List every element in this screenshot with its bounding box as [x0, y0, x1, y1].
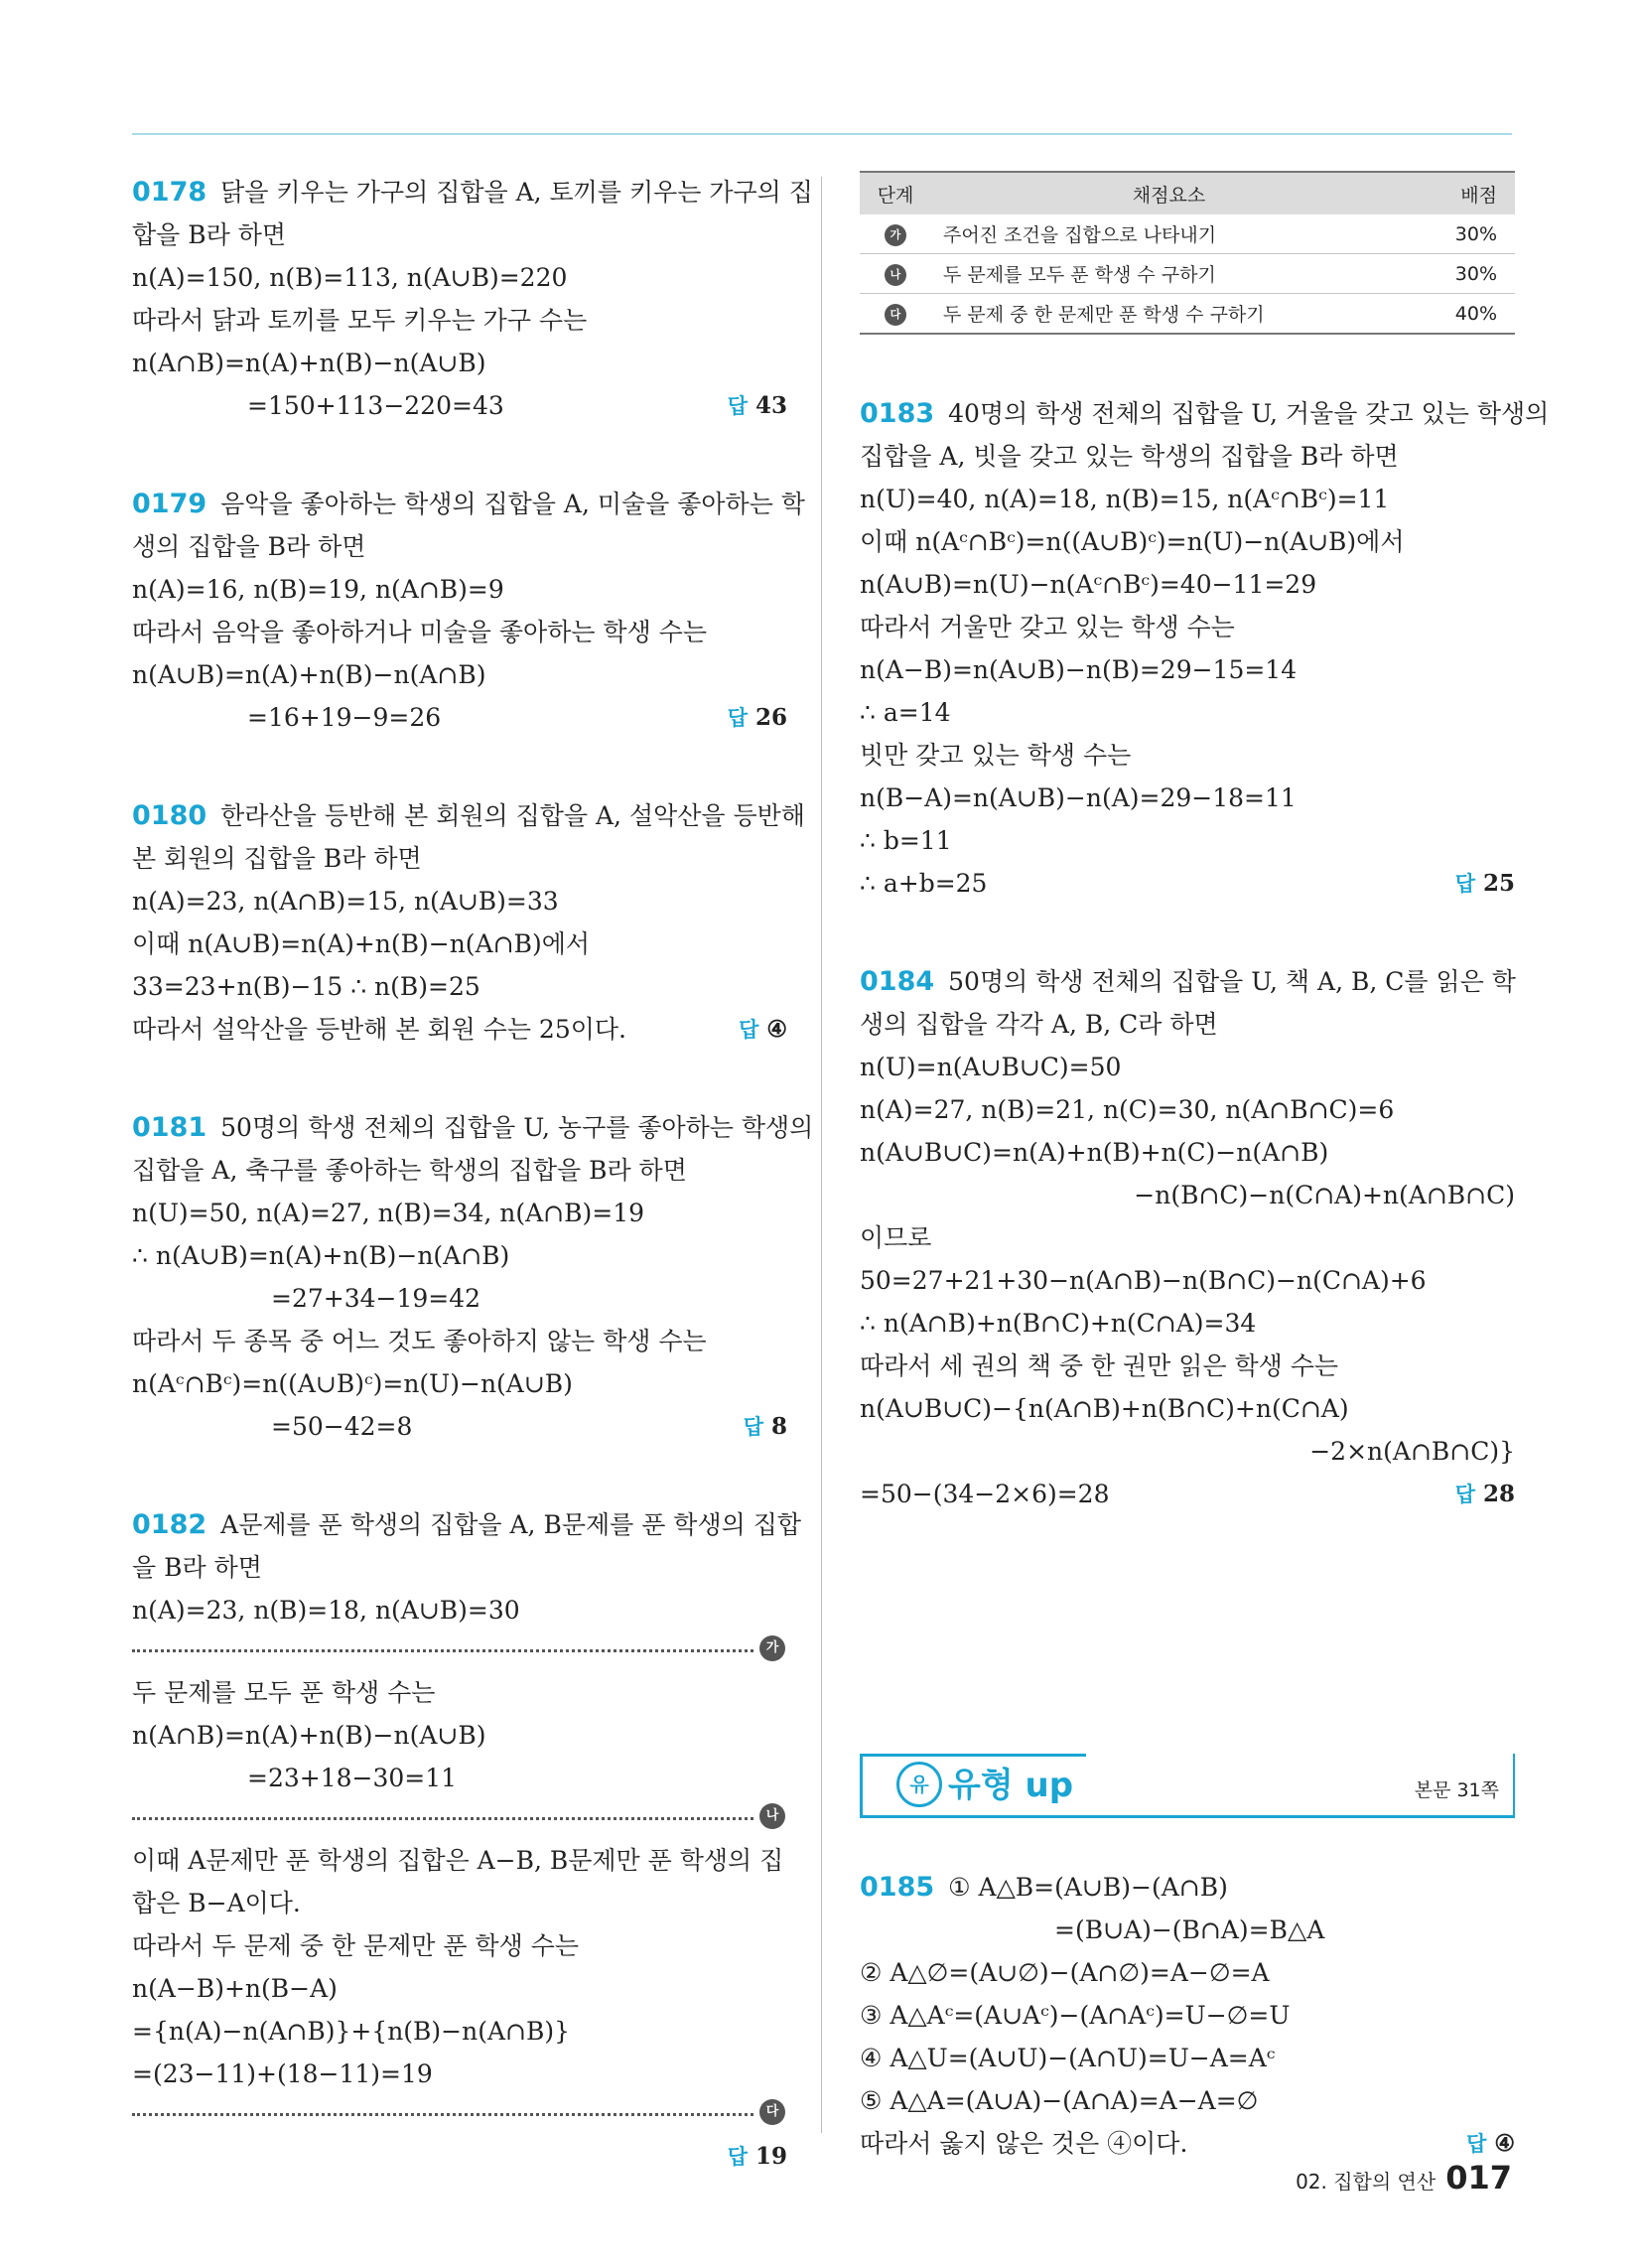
answer-label: 답: [1466, 2132, 1487, 2156]
text-line: =23+18−30=11: [247, 1764, 458, 1792]
text-line: n(A−B)=n(A∪B)−n(B)=29−15=14: [860, 655, 1298, 684]
answer-value: 28: [1482, 1481, 1515, 1507]
text-line: =50−42=8: [271, 1412, 413, 1441]
text-line: ∴ n(A∩B)+n(B∩C)+n(C∩A)=34: [860, 1309, 1257, 1338]
text-line: n(A)=23, n(A∩B)=15, n(A∪B)=33: [132, 887, 559, 916]
table-cell: 두 문제를 모두 푼 학생 수 구하기: [931, 254, 1407, 294]
text-line: 따라서 닭과 토끼를 모두 키우는 가구 수는: [132, 306, 588, 335]
table-cell: 주어진 조건을 집합으로 나타내기: [931, 214, 1407, 254]
text-line: A문제를 푼 학생의 집합을 A, B문제를 푼 학생의 집합: [220, 1510, 802, 1539]
answer: [1455, 1473, 1515, 1516]
text-line: ③ A△Aᶜ=(A∪Aᶜ)−(A∩Aᶜ)=U−∅=U: [860, 2001, 1291, 2030]
answer: [728, 696, 787, 740]
text-line: n(A)=16, n(B)=19, n(A∩B)=9: [132, 575, 504, 604]
text-line: 빗만 갖고 있는 학생 수는: [860, 741, 1132, 770]
text-line: ∴ b=11: [860, 826, 952, 855]
answer: [744, 1405, 787, 1449]
answer-label: 답: [727, 2145, 748, 2169]
problem-0184: [860, 960, 1515, 1515]
text-line: 두 문제를 모두 푼 학생 수는: [132, 1678, 436, 1707]
text-line: 따라서 세 권의 책 중 한 권만 읽은 학생 수는: [860, 1351, 1339, 1380]
step-divider: [132, 1633, 787, 1667]
answer-label: 답: [727, 706, 748, 730]
text-line: ={n(A)−n(A∩B)}+{n(B)−n(A∩B)}: [132, 2017, 571, 2046]
text-line: ∴ n(A∪B)=n(A)+n(B)−n(A∩B): [132, 1241, 510, 1270]
left-column: [132, 171, 814, 2233]
type-up-title: 유형 up: [948, 1766, 1074, 1805]
text-line: n(B−A)=n(A∪B)−n(A)=29−18=11: [860, 783, 1297, 812]
text-line: ① A△B=(A∪B)−(A∩B): [948, 1873, 1228, 1902]
text-line: 이때 A문제만 푼 학생의 집합은 A−B, B문제만 푼 학생의 집: [132, 1846, 784, 1875]
text-line: n(A∩B)=n(A)+n(B)−n(A∪B): [132, 1721, 486, 1750]
problem-0178: [132, 171, 813, 427]
text-line: ∴ a=14: [860, 698, 951, 727]
text-line: =16+19−9=26: [247, 703, 442, 732]
problem-0182: [132, 1503, 802, 2178]
table-cell: 두 문제 중 한 문제만 푼 학생 수 구하기: [931, 294, 1407, 335]
problem-0180: [132, 794, 805, 1051]
table-cell: 40%: [1407, 294, 1515, 335]
problem-number: 0182: [132, 1509, 207, 1540]
text-line: n(A−B)+n(B−A): [132, 1974, 338, 2003]
text-line: ② A△∅=(A∪∅)−(A∩∅)=A−∅=A: [860, 1958, 1270, 1987]
text-line: ∴ a+b=25: [860, 869, 988, 898]
table-header: 배점: [1407, 172, 1515, 214]
text-line: n(A∪B)=n(A)+n(B)−n(A∩B): [132, 660, 486, 689]
step-divider: [132, 2097, 787, 2131]
answer: [739, 1008, 787, 1052]
text-line: 집합을 A, 빗을 갖고 있는 학생의 집합을 B라 하면: [860, 442, 1399, 471]
step-marker: 나: [759, 1803, 785, 1829]
text-line: n(U)=50, n(A)=27, n(B)=34, n(A∩B)=19: [132, 1199, 645, 1227]
column-divider: [821, 177, 822, 2133]
text-line: −2×n(A∩B∩C)}: [1309, 1437, 1515, 1466]
step-marker: 다: [885, 304, 906, 326]
text-line: 생의 집합을 B라 하면: [132, 532, 366, 561]
text-line: 50명의 학생 전체의 집합을 U, 농구를 좋아하는 학생의: [220, 1113, 814, 1142]
answer-label: 답: [743, 1415, 763, 1439]
text-line: n(A)=23, n(B)=18, n(A∪B)=30: [132, 1596, 520, 1625]
problem-number: 0179: [132, 489, 207, 519]
text-line: =50−(34−2×6)=28: [860, 1480, 1110, 1508]
problem-0185: [860, 1866, 1515, 2165]
text-line: 닭을 키우는 가구의 집합을 A, 토끼를 키우는 가구의 집: [220, 178, 813, 207]
table-header: 단계: [860, 172, 931, 214]
problem-number: 0180: [132, 800, 207, 831]
step-marker: 가: [885, 224, 906, 246]
type-up-banner: [860, 1754, 1515, 1818]
answer-value: 43: [754, 392, 787, 419]
text-line: −n(B∩C)−n(C∩A)+n(A∩B∩C): [1134, 1181, 1515, 1209]
type-up-icon: 유: [896, 1762, 942, 1807]
text-line: 50명의 학생 전체의 집합을 U, 책 A, B, C를 읽은 학: [948, 967, 1516, 996]
text-line: =(B∪A)−(B∩A)=B△A: [1054, 1915, 1325, 1944]
answer-label: 답: [1454, 872, 1475, 896]
chapter-title: 02. 집합의 연산: [1296, 2170, 1437, 2194]
text-line: 따라서 옳지 않은 것은 ④이다.: [860, 2129, 1188, 2158]
step-divider: [132, 1801, 787, 1835]
text-line: 이므로: [860, 1223, 932, 1252]
text-line: =27+34−19=42: [271, 1284, 481, 1313]
right-column: [860, 171, 1550, 2220]
text-line: 합을 B라 하면: [132, 220, 287, 249]
page-footer: [1296, 2159, 1512, 2197]
step-marker: 가: [759, 1635, 785, 1661]
text-line: 이때 n(A∪B)=n(A)+n(B)−n(A∩B)에서: [132, 929, 590, 958]
text-line: n(A∪B)=n(U)−n(Aᶜ∩Bᶜ)=40−11=29: [860, 570, 1317, 599]
text-line: n(U)=n(A∪B∪C)=50: [860, 1053, 1122, 1081]
answer: [728, 384, 787, 428]
answer-label: 답: [1454, 1483, 1475, 1506]
answer-value: 26: [754, 704, 787, 731]
text-line: 따라서 거울만 갖고 있는 학생 수는: [860, 613, 1235, 641]
table-cell: 30%: [1407, 254, 1515, 294]
text-line: 집합을 A, 축구를 좋아하는 학생의 집합을 B라 하면: [132, 1156, 687, 1185]
text-line: n(A)=27, n(B)=21, n(C)=30, n(A∩B∩C)=6: [860, 1095, 1395, 1124]
header-rule: [132, 133, 1512, 135]
text-line: 음악을 좋아하는 학생의 집합을 A, 미술을 좋아하는 학: [220, 490, 805, 518]
text-line: 한라산을 등반해 본 회원의 집합을 A, 설악산을 등반해: [220, 801, 805, 830]
problem-number: 0181: [132, 1112, 207, 1143]
text-line: =150+113−220=43: [247, 391, 504, 420]
text-line: n(Aᶜ∩Bᶜ)=n((A∪B)ᶜ)=n(U)−n(A∪B): [132, 1369, 573, 1398]
text-line: ⑤ A△A=(A∪A)−(A∩A)=A−A=∅: [860, 2086, 1259, 2115]
text-line: 을 B라 하면: [132, 1553, 262, 1582]
text-line: 따라서 두 종목 중 어느 것도 좋아하지 않는 학생 수는: [132, 1327, 707, 1355]
answer-value: 25: [1482, 870, 1515, 897]
text-line: 따라서 음악을 좋아하거나 미술을 좋아하는 학생 수는: [132, 618, 707, 646]
problem-0183: [860, 392, 1550, 905]
problem-number: 0185: [860, 1872, 935, 1903]
text-line: 본 회원의 집합을 B라 하면: [132, 844, 422, 873]
answer-label: 답: [739, 1018, 759, 1042]
step-marker: 다: [759, 2099, 785, 2125]
text-line: 이때 n(Aᶜ∩Bᶜ)=n((A∪B)ᶜ)=n(U)−n(A∪B)에서: [860, 527, 1405, 556]
text-line: n(A∪B∪C)=n(A)+n(B)+n(C)−n(A∩B): [860, 1138, 1329, 1167]
table-row: [860, 254, 1515, 294]
text-line: 50=27+21+30−n(A∩B)−n(B∩C)−n(C∩A)+6: [860, 1266, 1427, 1295]
answer: [1455, 862, 1515, 906]
text-line: 합은 B−A이다.: [132, 1889, 301, 1917]
answer-value: 8: [770, 1413, 787, 1440]
text-line: 따라서 두 문제 중 한 문제만 푼 학생 수는: [132, 1931, 579, 1960]
problem-number: 0178: [132, 177, 207, 208]
problem-number: 0184: [860, 966, 935, 997]
table-row: [860, 214, 1515, 254]
text-line: =(23−11)+(18−11)=19: [132, 2059, 433, 2088]
text-line: 따라서 설악산을 등반해 본 회원 수는 25이다.: [132, 1015, 626, 1044]
problem-0181: [132, 1106, 814, 1448]
table-header: 채점요소: [931, 172, 1407, 214]
text-line: n(A∪B∪C)−{n(A∩B)+n(B∩C)+n(C∩A): [860, 1394, 1349, 1423]
scoring-table: [860, 171, 1515, 335]
text-line: 33=23+n(B)−15 ∴ n(B)=25: [132, 972, 480, 1001]
text-line: 생의 집합을 각각 A, B, C라 하면: [860, 1010, 1218, 1039]
text-line: n(A)=150, n(B)=113, n(A∪B)=220: [132, 263, 568, 292]
answer-value: 19: [754, 2143, 787, 2170]
answer: [728, 2135, 787, 2179]
step-marker: 나: [885, 264, 906, 286]
text-line: 40명의 학생 전체의 집합을 U, 거울을 갖고 있는 학생의: [948, 399, 1550, 428]
answer-value: ④: [766, 1016, 787, 1043]
page-reference: 본문 31쪽: [1414, 1779, 1499, 1801]
text-line: ④ A△U=(A∪U)−(A∩U)=U−A=Aᶜ: [860, 2044, 1276, 2072]
problem-0179: [132, 483, 805, 739]
text-line: n(U)=40, n(A)=18, n(B)=15, n(Aᶜ∩Bᶜ)=11: [860, 485, 1390, 513]
page-number: 017: [1445, 2159, 1512, 2197]
answer-label: 답: [727, 394, 748, 418]
answer-value: ④: [1494, 2130, 1515, 2157]
problem-number: 0183: [860, 398, 935, 429]
text-line: n(A∩B)=n(A)+n(B)−n(A∪B): [132, 349, 486, 377]
table-row: [860, 294, 1515, 335]
table-cell: 30%: [1407, 214, 1515, 254]
